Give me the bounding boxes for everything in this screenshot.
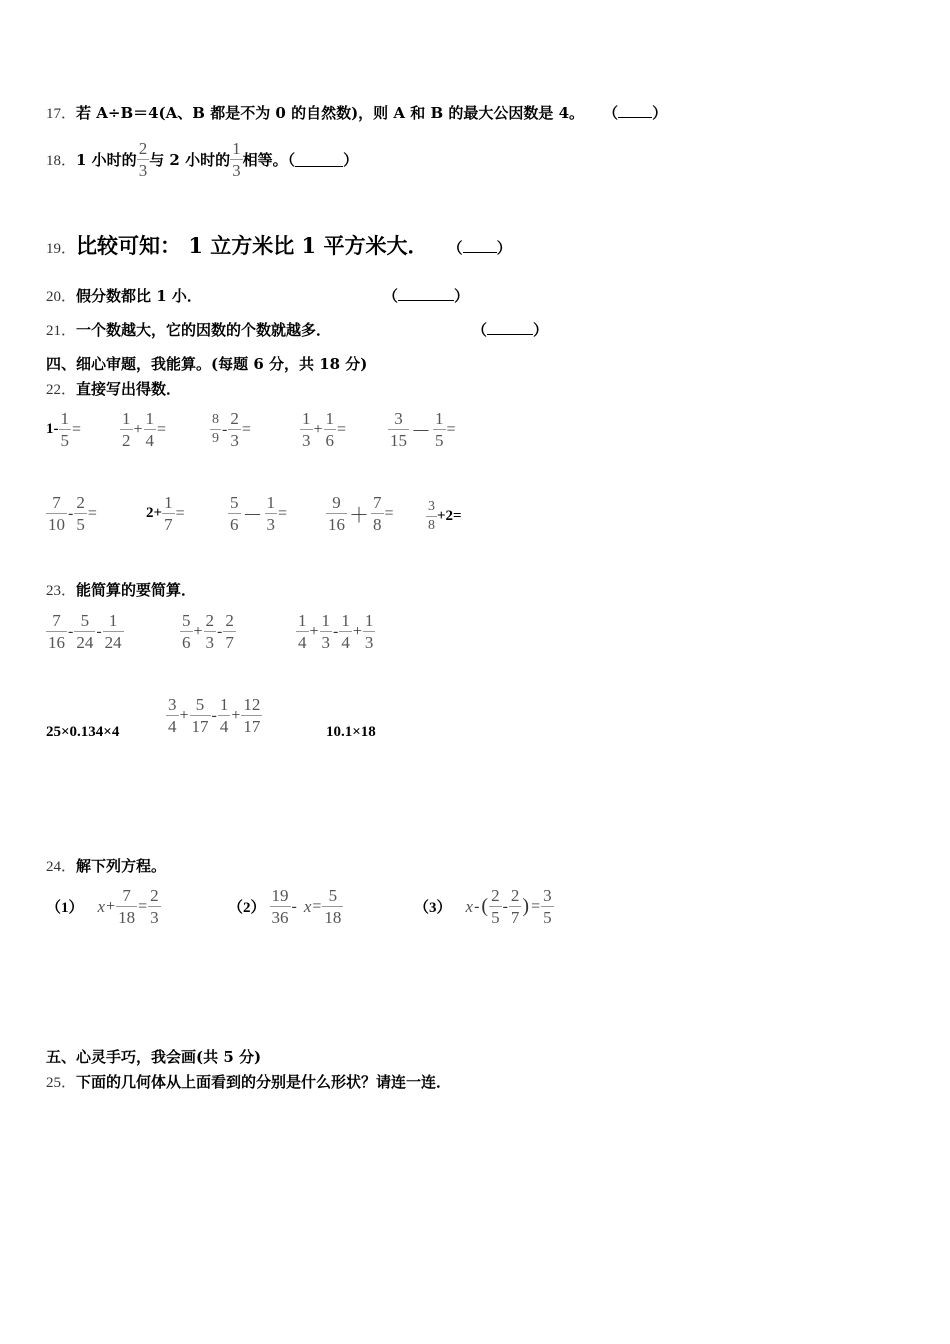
question-21 bbox=[46, 319, 331, 340]
equation-label: （1） bbox=[46, 900, 84, 916]
fraction-numerator: 7 bbox=[373, 493, 382, 512]
paren-open: （ bbox=[603, 104, 619, 122]
fraction bbox=[166, 696, 179, 735]
answer-blank[interactable] bbox=[487, 320, 533, 335]
fraction-numerator: 1 bbox=[60, 409, 69, 428]
fraction-numerator: 1 bbox=[122, 409, 131, 428]
operator: = bbox=[384, 504, 394, 522]
expression-term: 10.1×18 bbox=[326, 724, 376, 740]
fraction bbox=[137, 140, 150, 179]
question-number: 21． bbox=[46, 323, 77, 339]
fraction-numerator: 1 bbox=[219, 695, 229, 714]
answer-blank[interactable] bbox=[398, 286, 454, 301]
expression-term: 1- bbox=[46, 421, 59, 437]
fraction-numerator: 2 bbox=[230, 409, 239, 428]
fraction bbox=[339, 612, 352, 651]
operator: = bbox=[446, 420, 456, 438]
fraction bbox=[489, 887, 502, 926]
operator: - bbox=[217, 622, 223, 640]
operator: = bbox=[87, 504, 97, 522]
paren-close: ） bbox=[343, 151, 359, 169]
fraction bbox=[270, 887, 291, 926]
fraction-numerator: 12 bbox=[243, 695, 261, 714]
fraction-numerator: 1 bbox=[145, 409, 155, 428]
operator: = bbox=[337, 420, 347, 438]
fraction-denominator: 3 bbox=[302, 431, 311, 450]
question-number: 17． bbox=[46, 106, 77, 122]
fraction-numerator: 3 bbox=[168, 695, 177, 714]
paren-open: （ bbox=[472, 321, 488, 339]
expression-term: 2+ bbox=[146, 505, 163, 521]
operator: - bbox=[222, 420, 228, 438]
fraction-denominator: 6 bbox=[182, 633, 191, 652]
fraction-denominator: 15 bbox=[390, 431, 407, 450]
fraction-denominator: 2 bbox=[122, 431, 131, 450]
fraction bbox=[162, 494, 175, 533]
question-number: 24． bbox=[46, 859, 77, 875]
fraction bbox=[541, 887, 554, 926]
q22-expression-5 bbox=[388, 410, 457, 449]
fraction-denominator: 9 bbox=[212, 431, 219, 446]
fraction-denominator: 3 bbox=[232, 161, 241, 180]
operator: - bbox=[68, 622, 74, 640]
operator: = bbox=[175, 504, 185, 522]
operator: - bbox=[333, 622, 339, 640]
question-number: 20． bbox=[46, 289, 77, 305]
operator: = bbox=[72, 420, 82, 438]
fraction-numerator: 2 bbox=[76, 493, 85, 512]
question-18 bbox=[46, 140, 358, 179]
operator: - bbox=[502, 897, 508, 915]
q22-expression-7 bbox=[146, 494, 186, 533]
q22-expression-4 bbox=[300, 410, 347, 449]
operator: = bbox=[531, 897, 541, 915]
operator: ) bbox=[522, 895, 530, 917]
question-number: 22． bbox=[46, 382, 77, 398]
operator: = bbox=[241, 420, 251, 438]
fraction-numerator: 5 bbox=[322, 887, 343, 907]
fraction-denominator: 3 bbox=[138, 161, 148, 180]
fraction-denominator: 3 bbox=[230, 431, 239, 450]
question-20 bbox=[46, 285, 202, 306]
paren-close: ） bbox=[496, 239, 512, 257]
fraction-denominator: 18 bbox=[324, 908, 342, 927]
question-number: 25． bbox=[46, 1075, 77, 1091]
fraction-numerator: 3 bbox=[388, 410, 409, 430]
fraction-denominator: 5 bbox=[76, 515, 85, 534]
fraction-numerator: 5 bbox=[182, 611, 191, 630]
operator: - bbox=[211, 706, 217, 724]
q24-equation-3 bbox=[414, 887, 554, 926]
fraction bbox=[326, 494, 347, 533]
question-17 bbox=[46, 102, 667, 123]
fraction-denominator: 7 bbox=[510, 908, 520, 927]
paren-close: ） bbox=[533, 321, 549, 339]
fraction-denominator: 8 bbox=[373, 515, 382, 534]
fraction-numerator: 3 bbox=[426, 500, 437, 517]
expression-term: +2= bbox=[437, 508, 462, 524]
fraction bbox=[509, 887, 522, 926]
fraction bbox=[241, 696, 262, 735]
q23-expression-1 bbox=[46, 612, 124, 651]
paren-open: （ bbox=[447, 239, 463, 257]
fraction-denominator: 4 bbox=[168, 717, 177, 736]
fraction-numerator: 1 bbox=[341, 611, 350, 630]
fraction-numerator: 7 bbox=[46, 494, 67, 514]
operator: + bbox=[309, 622, 319, 640]
fraction-denominator: 18 bbox=[118, 908, 136, 927]
fraction-denominator: 4 bbox=[145, 431, 155, 450]
fraction-numerator: 1 bbox=[232, 139, 241, 158]
question-text: 解下列方程。 bbox=[76, 857, 167, 875]
operator: = bbox=[312, 897, 322, 915]
equation-label: （3） bbox=[414, 900, 452, 916]
question-21-answer bbox=[472, 319, 548, 340]
fraction-denominator: 5 bbox=[491, 908, 500, 927]
fraction-numerator: 7 bbox=[46, 612, 67, 632]
fraction-numerator: 3 bbox=[543, 886, 552, 905]
fraction bbox=[210, 413, 221, 446]
fraction-denominator: 3 bbox=[321, 633, 331, 652]
question-text: 能简算的要简算． bbox=[76, 581, 197, 599]
question-number: 18． bbox=[46, 153, 77, 169]
question-22 bbox=[46, 378, 181, 399]
question-text: 比较可知： 1 立方米比 1 平方米大． bbox=[76, 233, 429, 258]
operator: + bbox=[352, 622, 362, 640]
fraction-denominator: 3 bbox=[205, 633, 215, 652]
operator: － bbox=[242, 505, 263, 527]
fraction-numerator: 1 bbox=[103, 612, 124, 632]
section-4-title: 四、细心审题，我能算。(每题 6 分，共 18 分) bbox=[46, 355, 368, 373]
q22-expression-10 bbox=[426, 500, 462, 533]
operator: + bbox=[133, 420, 143, 438]
q22-expression-9 bbox=[326, 494, 395, 533]
fraction bbox=[116, 887, 137, 926]
fraction bbox=[120, 410, 133, 449]
question-text: 若 A÷B＝4(A、B 都是不为 0 的自然数)，则 A 和 B 的最大公因数是 4。 bbox=[76, 104, 585, 122]
q22-expression-8 bbox=[228, 494, 288, 533]
q23-expression-3 bbox=[296, 612, 375, 651]
fraction-denominator: 6 bbox=[325, 431, 335, 450]
question-25 bbox=[46, 1071, 451, 1092]
fraction-numerator: 1 bbox=[325, 409, 335, 428]
operator: = bbox=[138, 897, 148, 915]
section-5-title: 五、心灵手巧，我会画(共 5 分) bbox=[46, 1048, 262, 1066]
fraction-numerator: 5 bbox=[190, 696, 211, 716]
question-text: 1 小时的 bbox=[76, 151, 137, 169]
paren-open: （ bbox=[383, 287, 399, 305]
question-24 bbox=[46, 855, 166, 876]
fraction-numerator: 1 bbox=[302, 409, 311, 428]
fraction-denominator: 3 bbox=[266, 515, 275, 534]
fraction-numerator: 7 bbox=[116, 887, 137, 907]
question-number: 19． bbox=[46, 241, 77, 257]
fraction-denominator: 36 bbox=[271, 908, 289, 927]
fraction-denominator: 7 bbox=[164, 515, 173, 534]
fraction bbox=[363, 612, 376, 651]
variable-x: x bbox=[303, 896, 312, 916]
fraction bbox=[103, 612, 124, 651]
equation-label: （2） bbox=[228, 900, 266, 916]
question-text: 假分数都比 1 小． bbox=[76, 287, 202, 305]
fraction-denominator: 16 bbox=[328, 515, 345, 534]
question-text: 一个数越大，它的因数的个数就越多． bbox=[76, 321, 332, 339]
fraction bbox=[148, 887, 161, 926]
answer-blank[interactable] bbox=[618, 103, 652, 118]
operator: - bbox=[68, 504, 74, 522]
fraction-numerator: 1 bbox=[266, 493, 275, 512]
fraction bbox=[180, 612, 193, 651]
fraction bbox=[296, 612, 309, 651]
operator: + bbox=[313, 420, 323, 438]
fraction-numerator: 1 bbox=[364, 611, 374, 630]
fraction-denominator: 6 bbox=[230, 515, 239, 534]
operator: - bbox=[474, 897, 480, 915]
paren-close: ） bbox=[652, 104, 668, 122]
operator: - bbox=[96, 622, 102, 640]
fraction bbox=[300, 410, 313, 449]
fraction bbox=[223, 612, 236, 651]
question-23 bbox=[46, 579, 196, 600]
fraction-denominator: 4 bbox=[298, 633, 307, 652]
fraction-denominator: 17 bbox=[191, 717, 209, 736]
q23-expression-5 bbox=[166, 696, 262, 735]
operator: ＋ bbox=[349, 505, 369, 527]
fraction-denominator: 24 bbox=[76, 633, 94, 652]
fraction bbox=[322, 887, 343, 926]
q22-expression-2 bbox=[120, 410, 167, 449]
operator: + bbox=[193, 622, 203, 640]
operator: － bbox=[411, 421, 431, 443]
fraction bbox=[46, 494, 67, 533]
operator: + bbox=[106, 897, 116, 915]
fraction-numerator: 1 bbox=[435, 409, 444, 428]
fraction-numerator: 5 bbox=[230, 493, 239, 512]
fraction-numerator: 2 bbox=[205, 611, 215, 630]
fraction bbox=[228, 410, 241, 449]
fraction-denominator: 5 bbox=[543, 908, 552, 927]
fraction-denominator: 7 bbox=[225, 633, 234, 652]
fraction-denominator: 4 bbox=[219, 717, 229, 736]
fraction-denominator: 4 bbox=[341, 633, 350, 652]
question-number: 23． bbox=[46, 583, 77, 599]
fraction bbox=[190, 696, 211, 735]
question-text: 下面的几何体从上面看到的分别是什么形状？请连一连． bbox=[76, 1073, 452, 1091]
operator: + bbox=[231, 706, 241, 724]
fraction-numerator: 5 bbox=[74, 612, 95, 632]
fraction-numerator: 2 bbox=[491, 886, 500, 905]
fraction-denominator: 10 bbox=[48, 515, 65, 534]
fraction bbox=[74, 612, 95, 651]
q24-equation-2 bbox=[228, 887, 343, 926]
fraction bbox=[433, 410, 446, 449]
question-19 bbox=[46, 230, 512, 260]
fraction-numerator: 2 bbox=[150, 886, 159, 905]
operator: - bbox=[291, 897, 297, 915]
fraction bbox=[230, 140, 243, 179]
operator: + bbox=[179, 706, 189, 724]
fraction-numerator: 2 bbox=[510, 886, 520, 905]
variable-x: x bbox=[465, 896, 474, 916]
q23-expression-2 bbox=[180, 612, 236, 651]
expression-term: 25×0.134×4 bbox=[46, 724, 120, 740]
fraction-denominator: 3 bbox=[150, 908, 159, 927]
fraction-numerator: 2 bbox=[225, 611, 234, 630]
fraction-denominator: 16 bbox=[48, 633, 65, 652]
fraction-denominator: 24 bbox=[104, 633, 122, 652]
operator: = bbox=[278, 504, 288, 522]
operator: = bbox=[157, 420, 167, 438]
fraction bbox=[388, 410, 409, 449]
operator: ( bbox=[481, 895, 489, 917]
q22-expression-6 bbox=[46, 494, 98, 533]
q24-equation-1 bbox=[46, 887, 161, 926]
q23-expression-4 bbox=[46, 722, 119, 741]
fraction-denominator: 5 bbox=[60, 431, 69, 450]
fraction-numerator: 9 bbox=[326, 494, 347, 514]
fraction bbox=[320, 612, 333, 651]
fraction-denominator: 8 bbox=[428, 518, 435, 533]
fraction bbox=[228, 494, 241, 533]
fraction-numerator: 1 bbox=[298, 611, 307, 630]
fraction bbox=[218, 696, 231, 735]
fraction-denominator: 17 bbox=[243, 717, 261, 736]
fraction-numerator: 2 bbox=[138, 139, 148, 158]
fraction-numerator: 1 bbox=[164, 493, 173, 512]
question-20-answer bbox=[383, 285, 469, 306]
fraction-denominator: 5 bbox=[435, 431, 444, 450]
answer-blank[interactable] bbox=[295, 152, 343, 167]
q22-expression-3 bbox=[210, 410, 252, 449]
fraction bbox=[74, 494, 87, 533]
fraction-numerator: 19 bbox=[271, 886, 289, 905]
question-text: 直接写出得数． bbox=[76, 380, 182, 398]
question-text: 相等。（ bbox=[242, 151, 296, 169]
question-text: 与 2 小时的 bbox=[149, 151, 231, 169]
q22-expression-1 bbox=[46, 410, 82, 449]
fraction bbox=[265, 494, 278, 533]
fraction bbox=[324, 410, 337, 449]
fraction bbox=[144, 410, 157, 449]
fraction-denominator: 3 bbox=[364, 633, 374, 652]
fraction bbox=[426, 500, 437, 533]
fraction-numerator: 1 bbox=[321, 611, 331, 630]
fraction bbox=[46, 612, 67, 651]
answer-blank[interactable] bbox=[463, 238, 497, 253]
fraction bbox=[371, 494, 384, 533]
fraction bbox=[204, 612, 217, 651]
fraction-numerator: 8 bbox=[210, 413, 221, 430]
q23-expression-6 bbox=[326, 722, 376, 741]
paren-close: ） bbox=[454, 287, 470, 305]
fraction bbox=[59, 410, 72, 449]
variable-x: x bbox=[97, 896, 106, 916]
